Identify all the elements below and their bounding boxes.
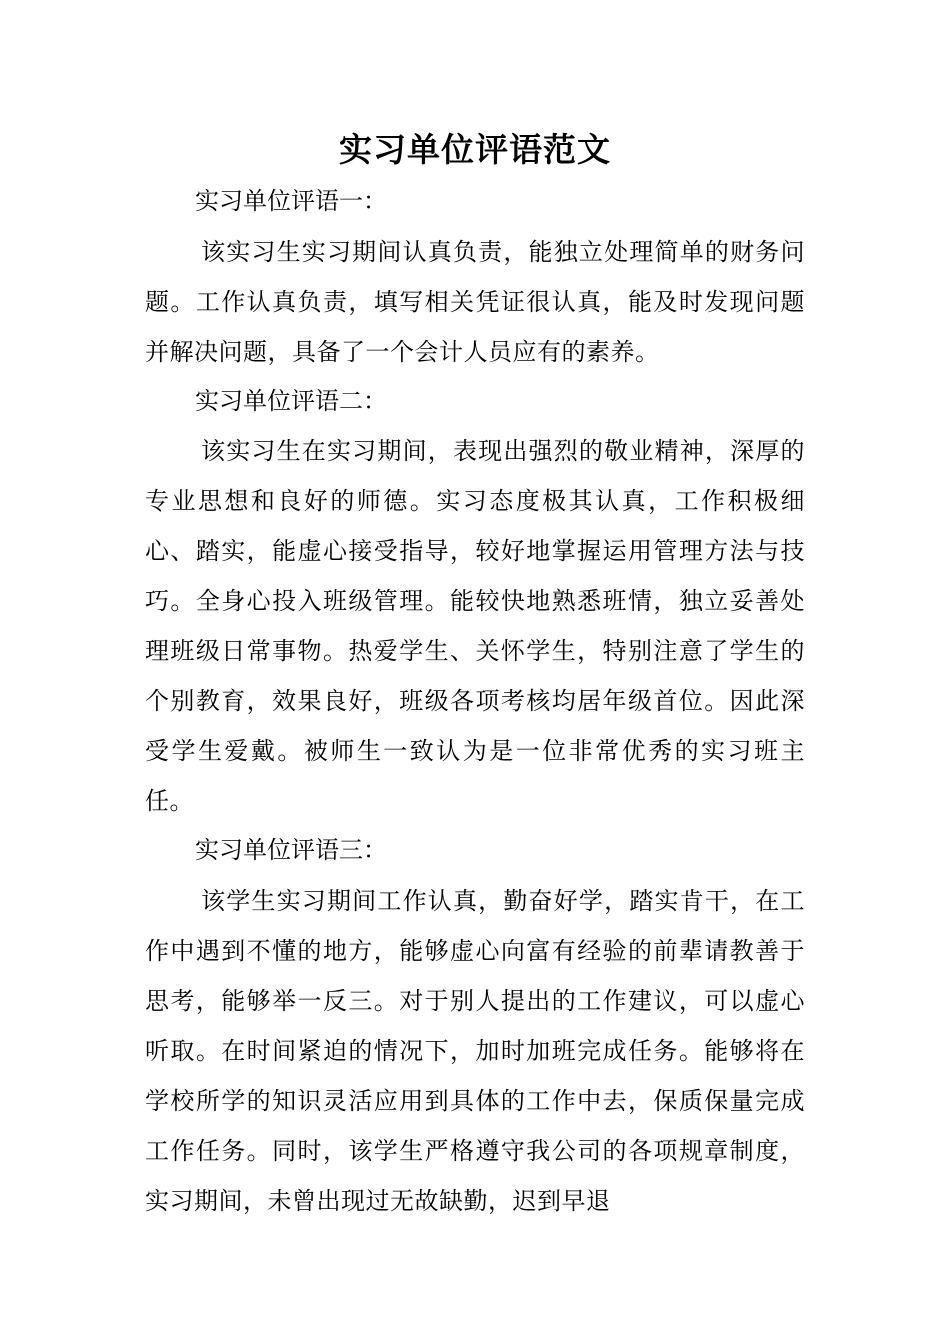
section-heading: 实习单位评语二： [195,386,387,415]
section-3 [145,826,805,1226]
section-body: 该实习生实习期间认真负责，能独立处理简单的财务问题。工作认真负责，填写相关凭证很认真，能及时发现问题并解决问题，具备了一个会计人员应有的素养。 [145,237,805,366]
document-title: 实习单位评语范文 [339,130,611,169]
section-2 [145,377,805,827]
section-heading: 实习单位评语三： [195,836,387,864]
document-page [145,125,805,1226]
section-1 [145,177,805,377]
section-heading: 实习单位评语一： [195,187,387,215]
section-body: 该学生实习期间工作认真，勤奋好学，踏实肯干，在工作中遇到不懂的地方，能够虚心向富有经验的前辈请教善于思考，能够举一反三。对于别人提出的工作建议，可以虚心听取。在时间紧迫的情况下，加时加班完成任务。能够将在学校所学的知识灵活应用到具体的工作中去，保质保量完成工作任务。同时，该学生严格遵守我公司的各项规章制度，实习期间，未曾出现过无故缺勤，迟到早退 [145,886,805,1215]
section-body: 该实习生在实习期间，表现出强烈的敬业精神，深厚的专业思想和良好的师德。实习态度极其认真，工作积极细心、踏实，能虚心接受指导，较好地掌握运用管理方法与技巧。全身心投入班级管理。能较快地熟悉班情，独立妥善处理班级日常事物。热爱学生、关怀学生，特别注意了学生的个别教育，效果良好，班级各项考核均居年级首位。因此深受学生爱戴。被师生一致认为是一位非常优秀的实习班主任。 [145,437,805,815]
